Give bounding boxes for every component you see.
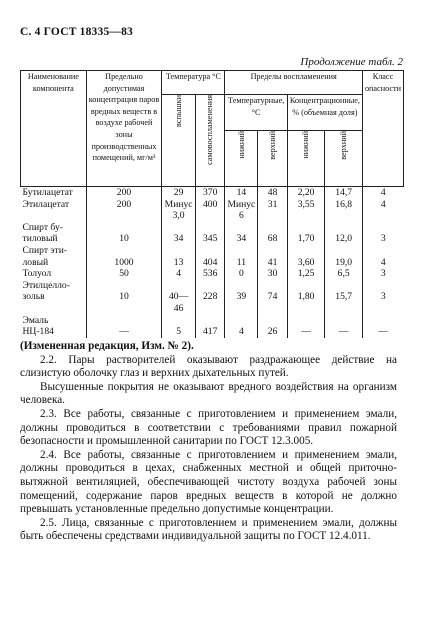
cell-pdk: 200 <box>86 187 162 199</box>
cell-tlow <box>225 315 258 327</box>
cell-tlow <box>225 245 258 257</box>
cell-name: Этилцелло- <box>22 279 70 291</box>
cell-cls: 4 <box>362 187 403 199</box>
cell-clow: 1,70 <box>287 233 325 245</box>
table-row <box>21 280 404 292</box>
cell-pdk <box>86 210 162 222</box>
cell-name: Спирт бу- <box>22 221 63 233</box>
cell-auto: 536 <box>195 268 225 280</box>
cell-cls <box>362 315 403 327</box>
cell-clow: 2,20 <box>287 187 325 199</box>
cell-chigh: 6,5 <box>325 268 363 280</box>
cell-flash: 34 <box>162 233 196 245</box>
cell-flash: 5 <box>162 326 196 338</box>
cell-thigh: 74 <box>258 291 288 314</box>
cell-chigh <box>325 245 363 257</box>
header-temp-low: нижний <box>236 131 246 159</box>
cell-cls <box>362 222 403 234</box>
cell-pdk <box>86 315 162 327</box>
cell-clow: — <box>287 326 325 338</box>
cell-name: зольв <box>22 291 45 303</box>
cell-cls <box>362 245 403 257</box>
cell-auto: 370 <box>195 187 225 199</box>
cell-tlow <box>225 222 258 234</box>
cell-pdk <box>86 245 162 257</box>
table-row <box>21 222 404 234</box>
header-component: Наименование компонента <box>21 71 87 187</box>
cell-chigh <box>325 210 363 222</box>
header-conc-high: верхний <box>338 131 348 160</box>
table-row <box>21 326 404 338</box>
table-row <box>21 268 404 280</box>
cell-flash: 29 <box>162 187 196 199</box>
cell-cls <box>362 280 403 292</box>
edit-note: (Измененная редакция, Изм. № 2). <box>20 340 194 352</box>
table-row <box>21 210 404 222</box>
cell-cls: 4 <box>362 257 403 269</box>
cell-pdk: — <box>86 326 162 338</box>
cell-pdk: 50 <box>86 268 162 280</box>
table-row <box>21 245 404 257</box>
cell-chigh: 19,0 <box>325 257 363 269</box>
cell-name: Спирт эти- <box>22 244 68 256</box>
cell-name: Этилацетат <box>22 198 70 210</box>
cell-pdk: 1000 <box>86 257 162 269</box>
cell-chigh <box>325 222 363 234</box>
cell-tlow: 4 <box>225 326 258 338</box>
paragraph-2-4: 2.4. Все работы, связанные с приготовлением и применением эмали, должны проводиться в цехах, снабженных местной и общей приточно-вытяжной вентиляцией, обеспечивающей чистоту воздуха рабочей зоны помещений, содержание паров вредных веществ в которой не должно превышать установленные предельно допустимые концентрации. <box>20 448 397 516</box>
cell-thigh: 30 <box>258 268 288 280</box>
cell-cls: — <box>362 326 403 338</box>
cell-name: НЦ-184 <box>22 326 54 338</box>
header-pdk: Предельно допустимая концентрация паров вредных веществ в воздухе рабочей зоны производственных помещений, мг/м³ <box>86 71 162 187</box>
cell-chigh: 12,0 <box>325 233 363 245</box>
cell-tlow: 39 <box>225 291 258 314</box>
cell-thigh: 41 <box>258 257 288 269</box>
page-header: С. 4 ГОСТ 18335—83 <box>20 26 133 38</box>
cell-pdk <box>86 280 162 292</box>
cell-flash: 13 <box>162 257 196 269</box>
cell-thigh <box>258 280 288 292</box>
cell-cls: 4 <box>362 199 403 211</box>
cell-tlow: Минус <box>225 199 258 211</box>
cell-thigh <box>258 222 288 234</box>
cell-auto <box>195 280 225 292</box>
table-continuation-label: Продолжение табл. 2 <box>300 56 403 68</box>
header-flash: вспышки <box>173 95 183 127</box>
cell-pdk <box>86 222 162 234</box>
cell-auto: 345 <box>195 233 225 245</box>
cell-tlow: 34 <box>225 233 258 245</box>
table-row <box>21 233 404 245</box>
cell-chigh <box>325 315 363 327</box>
cell-auto: 404 <box>195 257 225 269</box>
cell-clow: 3,60 <box>287 257 325 269</box>
table-row <box>21 291 404 314</box>
cell-pdk: 200 <box>86 199 162 211</box>
cell-clow <box>287 245 325 257</box>
cell-name <box>21 210 87 222</box>
cell-flash: 4 <box>162 268 196 280</box>
cell-thigh: 48 <box>258 187 288 199</box>
cell-clow <box>287 210 325 222</box>
cell-flash <box>162 222 196 234</box>
cell-auto <box>195 222 225 234</box>
table-row <box>21 199 404 211</box>
cell-chigh: — <box>325 326 363 338</box>
cell-clow <box>287 315 325 327</box>
cell-clow <box>287 222 325 234</box>
cell-thigh <box>258 245 288 257</box>
cell-thigh: 31 <box>258 199 288 211</box>
cell-tlow <box>225 280 258 292</box>
hazard-table <box>20 70 404 338</box>
cell-chigh: 16,8 <box>325 199 363 211</box>
paragraph-2-3: 2.3. Все работы, связанные с приготовлением и применением эмали, должны проводиться в соответствии с требованиями правил пожарной безопасности и промышленной санитарии по ГОСТ 12.3.005. <box>20 407 397 448</box>
cell-name: ловый <box>22 256 49 268</box>
cell-clow <box>287 280 325 292</box>
header-ignition-limits: Пределы воспламенения <box>225 71 363 95</box>
header-autoignition: самовоспламенения <box>205 95 215 165</box>
cell-pdk: 10 <box>86 291 162 314</box>
cell-auto <box>195 315 225 327</box>
cell-chigh: 14,7 <box>325 187 363 199</box>
cell-auto: 417 <box>195 326 225 338</box>
cell-cls: 3 <box>362 233 403 245</box>
cell-name: Толуол <box>22 268 52 280</box>
cell-cls <box>362 210 403 222</box>
header-temp-high: верхний <box>267 131 277 160</box>
cell-chigh: 15,7 <box>325 291 363 314</box>
cell-auto <box>195 245 225 257</box>
cell-thigh: 26 <box>258 326 288 338</box>
paragraph-2-2: 2.2. Пары растворителей оказывают раздражающее действие на слизистую оболочку глаз и верхних дыхательных путей. <box>20 353 397 380</box>
cell-flash: 3,0 <box>162 210 196 222</box>
cell-tlow: 0 <box>225 268 258 280</box>
cell-cls: 3 <box>362 291 403 314</box>
cell-auto: 400 <box>195 199 225 211</box>
body-text <box>20 340 397 544</box>
header-hazard-class: Класс опасности <box>362 71 403 187</box>
cell-auto <box>195 210 225 222</box>
cell-flash: Минус <box>162 199 196 211</box>
header-temperature: Температура °С <box>162 71 225 95</box>
header-conc-limits: Концентрационные, % (объемная доля) <box>287 95 362 131</box>
cell-thigh <box>258 315 288 327</box>
cell-clow: 1,80 <box>287 291 325 314</box>
table-row <box>21 315 404 327</box>
paragraph-2-2-b: Высушенные покрытия не оказывают вредного воздействия на организм человека. <box>20 380 397 407</box>
cell-name: Бутилацетат <box>21 187 87 199</box>
cell-flash <box>162 280 196 292</box>
header-temp-limits: Температурные, °С <box>225 95 287 131</box>
cell-clow: 1,25 <box>287 268 325 280</box>
cell-thigh: 68 <box>258 233 288 245</box>
cell-name: Эмаль <box>22 314 49 326</box>
cell-cls: 3 <box>362 268 403 280</box>
cell-flash <box>162 315 196 327</box>
table-row <box>21 257 404 269</box>
cell-chigh <box>325 280 363 292</box>
paragraph-2-5: 2.5. Лица, связанные с приготовлением и применением эмали, должны быть обеспечены средствами индивидуальной защиты по ГОСТ 12.4.011. <box>20 516 397 543</box>
cell-tlow: 6 <box>225 210 258 222</box>
table-row <box>21 187 404 199</box>
cell-flash: 40—46 <box>162 291 196 314</box>
cell-thigh <box>258 210 288 222</box>
cell-auto: 228 <box>195 291 225 314</box>
cell-name: тиловый <box>22 233 58 245</box>
cell-flash <box>162 245 196 257</box>
cell-pdk: 10 <box>86 233 162 245</box>
cell-tlow: 14 <box>225 187 258 199</box>
cell-tlow: 11 <box>225 257 258 269</box>
header-conc-low: нижний <box>301 131 311 159</box>
cell-clow: 3,55 <box>287 199 325 211</box>
